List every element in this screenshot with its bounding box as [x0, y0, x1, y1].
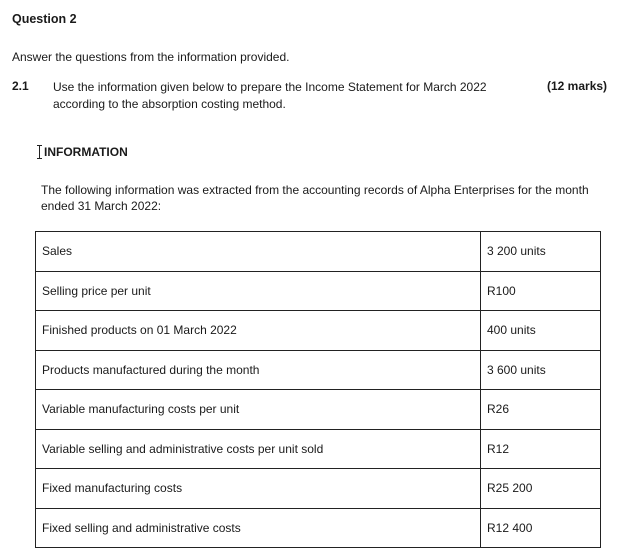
row-label: Variable selling and administrative costs per unit sold [36, 429, 481, 469]
row-label: Products manufactured during the month [36, 350, 481, 390]
table-row [36, 271, 601, 311]
row-label: Fixed selling and administrative costs [36, 508, 481, 548]
table-row [36, 508, 601, 548]
text-cursor-icon [37, 144, 43, 160]
question-number: 2.1 [12, 79, 29, 93]
row-value: R12 [481, 429, 601, 469]
row-value: R12 400 [481, 508, 601, 548]
information-intro: The following information was extracted from the accounting records of Alpha Enterprises for the month ended 31 March 2022: [41, 183, 589, 213]
table-row [36, 469, 601, 509]
row-label: Selling price per unit [36, 271, 481, 311]
row-value: 3 600 units [481, 350, 601, 390]
row-value: R25 200 [481, 469, 601, 509]
table-row [36, 390, 601, 430]
table-row [36, 350, 601, 390]
row-label: Variable manufacturing costs per unit [36, 390, 481, 430]
question-title: Question 2 [12, 12, 77, 26]
information-heading: INFORMATION [44, 145, 128, 159]
information-heading-row [37, 144, 128, 160]
row-label: Fixed manufacturing costs [36, 469, 481, 509]
question-text: Use the information given below to prepare the Income Statement for March 2022 according to the absorption costing method. [53, 80, 487, 111]
row-value: R100 [481, 271, 601, 311]
table-row [36, 232, 601, 272]
row-label: Finished products on 01 March 2022 [36, 311, 481, 351]
instruction-text: Answer the questions from the information provided. [12, 50, 290, 64]
row-value: 3 200 units [481, 232, 601, 272]
question-marks: (12 marks) [547, 79, 608, 93]
row-value: 400 units [481, 311, 601, 351]
table-row [36, 311, 601, 351]
information-table [35, 231, 601, 548]
row-value: R26 [481, 390, 601, 430]
table-row [36, 429, 601, 469]
row-label: Sales [36, 232, 481, 272]
